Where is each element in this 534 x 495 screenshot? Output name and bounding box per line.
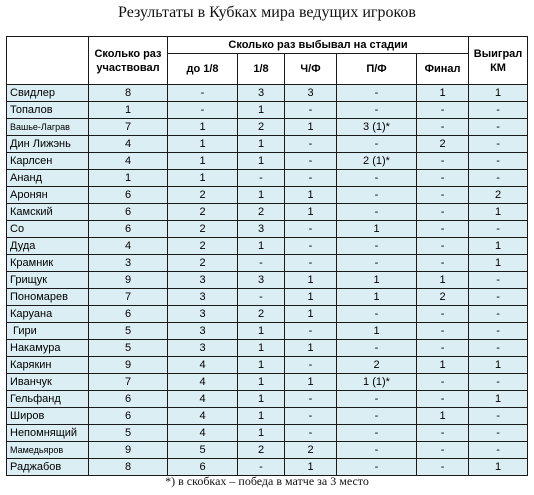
quarterfinal-cell: - xyxy=(285,102,337,119)
before-r16-cell: 6 xyxy=(168,459,238,476)
quarterfinal-cell: - xyxy=(285,238,337,255)
header-stage: П/Ф xyxy=(337,54,417,85)
won-cell: - xyxy=(469,153,528,170)
final-cell: 1 xyxy=(417,272,469,289)
header-row-top xyxy=(7,37,528,54)
table-row xyxy=(7,357,528,374)
won-cell: - xyxy=(469,289,528,306)
r16-cell: 1 xyxy=(238,136,285,153)
player-name-cell: Пономарев xyxy=(7,289,89,306)
r16-cell: 1 xyxy=(238,357,285,374)
player-name-cell: Иванчук xyxy=(7,374,89,391)
player-name-cell: Гири xyxy=(7,323,89,340)
table-row xyxy=(7,374,528,391)
header-stage: Финал xyxy=(417,54,469,85)
participated-cell: 9 xyxy=(89,442,168,459)
won-cell: 1 xyxy=(469,459,528,476)
player-name-cell: Раджабов xyxy=(7,459,89,476)
semifinal-cell: - xyxy=(337,340,417,357)
participated-cell: 9 xyxy=(89,272,168,289)
player-name-cell: Со xyxy=(7,221,89,238)
player-name-cell: Широв xyxy=(7,408,89,425)
before-r16-cell: 1 xyxy=(168,119,238,136)
semifinal-cell: - xyxy=(337,459,417,476)
player-name-cell: Карлсен xyxy=(7,153,89,170)
final-cell: - xyxy=(417,221,469,238)
before-r16-cell: 1 xyxy=(168,153,238,170)
r16-cell: 2 xyxy=(238,204,285,221)
before-r16-cell: 4 xyxy=(168,408,238,425)
results-table xyxy=(6,36,528,476)
final-cell: 2 xyxy=(417,136,469,153)
final-cell: - xyxy=(417,255,469,272)
before-r16-cell: 3 xyxy=(168,289,238,306)
header-name-cell xyxy=(7,37,89,85)
participated-cell: 7 xyxy=(89,374,168,391)
semifinal-cell: - xyxy=(337,255,417,272)
participated-cell: 7 xyxy=(89,289,168,306)
final-cell: - xyxy=(417,102,469,119)
final-cell: - xyxy=(417,425,469,442)
table-row xyxy=(7,272,528,289)
semifinal-cell: 1 (1)* xyxy=(337,374,417,391)
quarterfinal-cell: - xyxy=(285,170,337,187)
quarterfinal-cell: - xyxy=(285,255,337,272)
table-row xyxy=(7,408,528,425)
semifinal-cell: - xyxy=(337,136,417,153)
table-row xyxy=(7,306,528,323)
r16-cell: 3 xyxy=(238,272,285,289)
semifinal-cell: 2 (1)* xyxy=(337,153,417,170)
final-cell: - xyxy=(417,306,469,323)
final-cell: 1 xyxy=(417,408,469,425)
quarterfinal-cell: 3 xyxy=(285,85,337,102)
semifinal-cell: 1 xyxy=(337,323,417,340)
table-row xyxy=(7,289,528,306)
semifinal-cell: - xyxy=(337,306,417,323)
player-name-cell: Ананд xyxy=(7,170,89,187)
player-name-cell: Крамник xyxy=(7,255,89,272)
participated-cell: 6 xyxy=(89,187,168,204)
before-r16-cell: 3 xyxy=(168,306,238,323)
header-stage: 1/8 xyxy=(238,54,285,85)
won-cell: 1 xyxy=(469,204,528,221)
semifinal-cell: - xyxy=(337,391,417,408)
r16-cell: - xyxy=(238,170,285,187)
before-r16-cell: 2 xyxy=(168,187,238,204)
table-row xyxy=(7,459,528,476)
table-row xyxy=(7,323,528,340)
participated-cell: 9 xyxy=(89,357,168,374)
semifinal-cell: 1 xyxy=(337,221,417,238)
table-row xyxy=(7,102,528,119)
quarterfinal-cell: - xyxy=(285,221,337,238)
quarterfinal-cell: - xyxy=(285,357,337,374)
won-cell: 1 xyxy=(469,85,528,102)
player-name-cell: Гельфанд xyxy=(7,391,89,408)
participated-cell: 6 xyxy=(89,306,168,323)
table-row xyxy=(7,255,528,272)
before-r16-cell: - xyxy=(168,85,238,102)
r16-cell: 2 xyxy=(238,442,285,459)
r16-cell: - xyxy=(238,459,285,476)
page-title: Результаты в Кубках мира ведущих игроков xyxy=(118,4,416,21)
r16-cell: 1 xyxy=(238,187,285,204)
player-name-cell: Свидлер xyxy=(7,85,89,102)
semifinal-cell: 2 xyxy=(337,357,417,374)
player-name-cell: Дин Лижэнь xyxy=(7,136,89,153)
final-cell: - xyxy=(417,204,469,221)
won-cell: - xyxy=(469,340,528,357)
r16-cell: 1 xyxy=(238,238,285,255)
semifinal-cell: 1 xyxy=(337,272,417,289)
quarterfinal-cell: - xyxy=(285,323,337,340)
table-row xyxy=(7,442,528,459)
semifinal-cell: - xyxy=(337,204,417,221)
semifinal-cell: - xyxy=(337,170,417,187)
table-row xyxy=(7,187,528,204)
r16-cell: 1 xyxy=(238,391,285,408)
quarterfinal-cell: - xyxy=(285,153,337,170)
participated-cell: 5 xyxy=(89,340,168,357)
participated-cell: 8 xyxy=(89,459,168,476)
table-row xyxy=(7,136,528,153)
r16-cell: 1 xyxy=(238,153,285,170)
final-cell: - xyxy=(417,187,469,204)
player-name-cell: Вашье-Лаграв xyxy=(7,119,89,136)
player-name-cell: Грищук xyxy=(7,272,89,289)
r16-cell: 1 xyxy=(238,408,285,425)
won-cell: - xyxy=(469,136,528,153)
player-name-cell: Каруана xyxy=(7,306,89,323)
final-cell: - xyxy=(417,374,469,391)
before-r16-cell: 4 xyxy=(168,425,238,442)
participated-cell: 1 xyxy=(89,102,168,119)
before-r16-cell: 3 xyxy=(168,272,238,289)
semifinal-cell: - xyxy=(337,102,417,119)
won-cell: - xyxy=(469,170,528,187)
table-row xyxy=(7,170,528,187)
table-row xyxy=(7,340,528,357)
participated-cell: 6 xyxy=(89,221,168,238)
header-participated: Сколько раз участвовал xyxy=(89,37,168,85)
won-cell: - xyxy=(469,272,528,289)
table-row xyxy=(7,391,528,408)
participated-cell: 5 xyxy=(89,425,168,442)
r16-cell: 3 xyxy=(238,85,285,102)
won-cell: 1 xyxy=(469,238,528,255)
r16-cell: 2 xyxy=(238,306,285,323)
participated-cell: 4 xyxy=(89,153,168,170)
final-cell: - xyxy=(417,238,469,255)
participated-cell: 1 xyxy=(89,170,168,187)
quarterfinal-cell: - xyxy=(285,136,337,153)
final-cell: - xyxy=(417,442,469,459)
player-name-cell: Непомнящий xyxy=(7,425,89,442)
participated-cell: 6 xyxy=(89,391,168,408)
won-cell: 1 xyxy=(469,391,528,408)
quarterfinal-cell: 1 xyxy=(285,340,337,357)
semifinal-cell: - xyxy=(337,187,417,204)
won-cell: - xyxy=(469,306,528,323)
won-cell: - xyxy=(469,408,528,425)
before-r16-cell: 2 xyxy=(168,238,238,255)
won-cell: 1 xyxy=(469,255,528,272)
participated-cell: 4 xyxy=(89,136,168,153)
before-r16-cell: 3 xyxy=(168,323,238,340)
participated-cell: 7 xyxy=(89,119,168,136)
player-name-cell: Аронян xyxy=(7,187,89,204)
semifinal-cell: - xyxy=(337,238,417,255)
quarterfinal-cell: 1 xyxy=(285,306,337,323)
before-r16-cell: 4 xyxy=(168,391,238,408)
header-eliminated-group: Сколько раз выбывал на стадии xyxy=(168,37,469,54)
semifinal-cell: 3 (1)* xyxy=(337,119,417,136)
semifinal-cell: - xyxy=(337,425,417,442)
final-cell: 1 xyxy=(417,357,469,374)
participated-cell: 6 xyxy=(89,204,168,221)
table-row xyxy=(7,153,528,170)
r16-cell: - xyxy=(238,289,285,306)
quarterfinal-cell: - xyxy=(285,408,337,425)
quarterfinal-cell: 2 xyxy=(285,442,337,459)
final-cell: - xyxy=(417,391,469,408)
before-r16-cell: 1 xyxy=(168,136,238,153)
before-r16-cell: 4 xyxy=(168,374,238,391)
header-stage: Ч/Ф xyxy=(285,54,337,85)
final-cell: - xyxy=(417,119,469,136)
r16-cell: 1 xyxy=(238,323,285,340)
player-name-cell: Камский xyxy=(7,204,89,221)
won-cell: - xyxy=(469,102,528,119)
r16-cell: 2 xyxy=(238,119,285,136)
quarterfinal-cell: - xyxy=(285,425,337,442)
final-cell: - xyxy=(417,170,469,187)
won-cell: - xyxy=(469,442,528,459)
table-row xyxy=(7,119,528,136)
before-r16-cell: 2 xyxy=(168,204,238,221)
won-cell: - xyxy=(469,119,528,136)
table-row xyxy=(7,204,528,221)
quarterfinal-cell: - xyxy=(285,391,337,408)
won-cell: - xyxy=(469,374,528,391)
player-name-cell: Топалов xyxy=(7,102,89,119)
r16-cell: 3 xyxy=(238,221,285,238)
participated-cell: 8 xyxy=(89,85,168,102)
participated-cell: 4 xyxy=(89,238,168,255)
r16-cell: 1 xyxy=(238,374,285,391)
semifinal-cell: - xyxy=(337,408,417,425)
semifinal-cell: - xyxy=(337,442,417,459)
won-cell: 2 xyxy=(469,187,528,204)
final-cell: 2 xyxy=(417,289,469,306)
quarterfinal-cell: 1 xyxy=(285,119,337,136)
r16-cell: 1 xyxy=(238,102,285,119)
header-won: Выиграл КМ xyxy=(469,37,528,85)
r16-cell: 1 xyxy=(238,340,285,357)
player-name-cell: Накамура xyxy=(7,340,89,357)
player-name-cell: Мамедьяров xyxy=(7,442,89,459)
won-cell: - xyxy=(469,323,528,340)
final-cell: - xyxy=(417,340,469,357)
before-r16-cell: 2 xyxy=(168,221,238,238)
won-cell: - xyxy=(469,221,528,238)
table-row xyxy=(7,425,528,442)
quarterfinal-cell: 1 xyxy=(285,187,337,204)
won-cell: 1 xyxy=(469,357,528,374)
header-stage: до 1/8 xyxy=(168,54,238,85)
table-body xyxy=(7,85,528,476)
before-r16-cell: 3 xyxy=(168,340,238,357)
table-row xyxy=(7,238,528,255)
participated-cell: 5 xyxy=(89,323,168,340)
quarterfinal-cell: 1 xyxy=(285,374,337,391)
final-cell: - xyxy=(417,323,469,340)
table-row xyxy=(7,85,528,102)
final-cell: - xyxy=(417,459,469,476)
semifinal-cell: - xyxy=(337,85,417,102)
final-cell: - xyxy=(417,153,469,170)
player-name-cell: Карякин xyxy=(7,357,89,374)
before-r16-cell: 5 xyxy=(168,442,238,459)
table-row xyxy=(7,221,528,238)
participated-cell: 3 xyxy=(89,255,168,272)
won-cell: - xyxy=(469,425,528,442)
quarterfinal-cell: 1 xyxy=(285,289,337,306)
before-r16-cell: 1 xyxy=(168,170,238,187)
before-r16-cell: - xyxy=(168,102,238,119)
semifinal-cell: 1 xyxy=(337,289,417,306)
before-r16-cell: 4 xyxy=(168,357,238,374)
before-r16-cell: 2 xyxy=(168,255,238,272)
quarterfinal-cell: 1 xyxy=(285,204,337,221)
quarterfinal-cell: 1 xyxy=(285,459,337,476)
final-cell: 1 xyxy=(417,85,469,102)
r16-cell: - xyxy=(238,255,285,272)
r16-cell: 1 xyxy=(238,425,285,442)
quarterfinal-cell: 1 xyxy=(285,272,337,289)
participated-cell: 6 xyxy=(89,408,168,425)
player-name-cell: Дуда xyxy=(7,238,89,255)
footnote: *) в скобках – победа в матче за 3 место xyxy=(165,474,369,488)
